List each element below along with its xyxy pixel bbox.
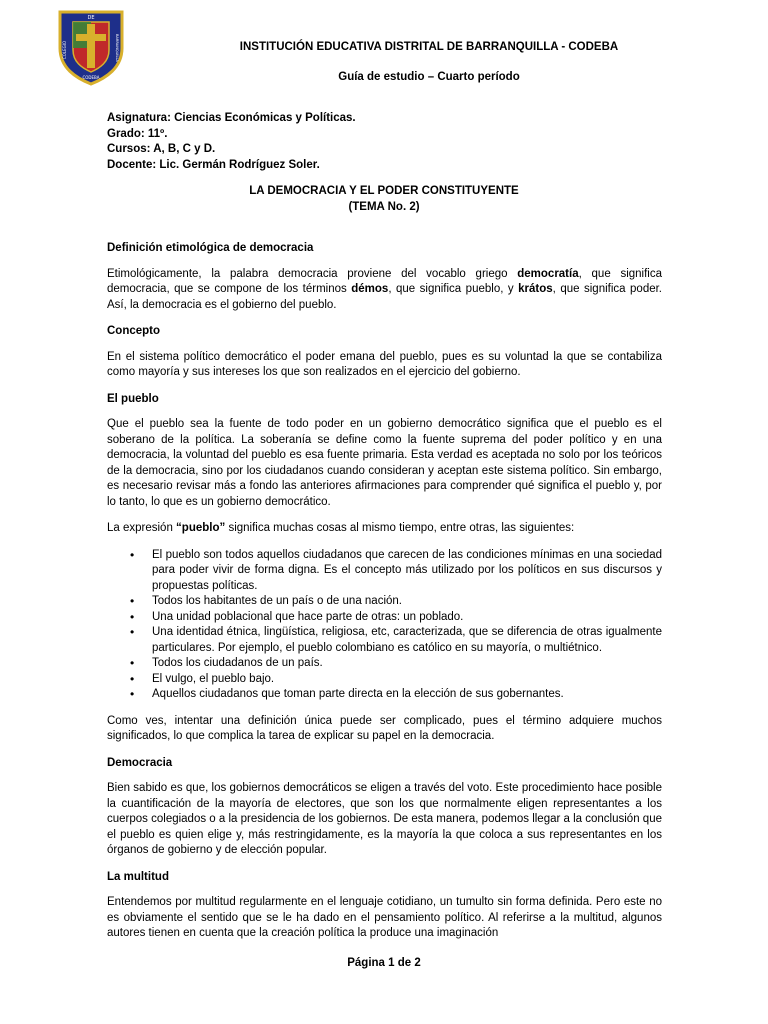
list-item: • Todos los habitantes de un país o de una nación.: [152, 594, 662, 610]
text-run: Etimológicamente, la palabra democracia proviene del vocablo griego: [107, 267, 518, 280]
guide-subtitle: Guía de estudio – Cuarto período: [338, 71, 520, 83]
crest-text-top: DE: [87, 15, 95, 21]
list-item: • Aquellos ciudadanos que toman parte directa en la elección de sus gobernantes.: [152, 687, 662, 703]
paragraph-concepto: En el sistema político democrático el poder emana del pueblo, pues es su voluntad la que se contabiliza como mayoría y sus intereses los que son realizados en el ejercicio del gobierno.: [107, 350, 662, 378]
term-pueblo: “pueblo”: [176, 522, 226, 534]
list-item: • El vulgo, el pueblo bajo.: [152, 672, 662, 688]
text-run: , que significa democracia, que se compone de los términos: [107, 267, 662, 295]
text-run: La expresión: [107, 522, 177, 534]
paragraph-pueblo-3: Como ves, intentar una definición única puede ser complicado, pues el término adquiere muchos significados, lo que complica la tarea de explicar su papel en la democracia.: [107, 714, 662, 742]
text-run: significa muchas cosas al mismo tiempo, entre otras, las siguientes:: [225, 522, 575, 534]
paragraph-multitud: Entendemos por multitud regularmente en el lenguaje cotidiano, un tumulto sin forma definida. Pero este no es obviamente el sentido que se le ha dado en el pensamiento político. Al referirse a la multitud, algunos autores tienen en cuenta que la creación política la produce una imaginación: [107, 896, 662, 939]
topic-number: (TEMA No. 2): [348, 200, 420, 213]
crest-text-bottom: CODEBA: [82, 75, 100, 80]
crest-text-left: COLEGIO: [62, 40, 67, 60]
list-item: • Una unidad poblacional que hace parte de otras: un poblado.: [152, 610, 662, 626]
page-number-footer: Página 1 de 2: [347, 957, 421, 969]
paragraph-pueblo-2: [107, 521, 662, 537]
term-democratia: democratía: [517, 267, 579, 280]
school-crest-logo: [56, 8, 126, 86]
text-run: , que significa poder. Así, la democracia es el gobierno del pueblo.: [107, 283, 662, 311]
courses-line: Cursos: A, B, C y D.: [107, 143, 216, 155]
term-demos: démos: [351, 283, 389, 295]
topic-title: LA DEMOCRACIA Y EL PODER CONSTITUYENTE: [249, 185, 519, 197]
list-item: • El pueblo son todos aquellos ciudadanos que carecen de las condiciones mínimas en una sociedad para poder vivir de forma digna. Es el concepto más utilizado por los políticos en sus discursos y propuestas políticas.: [152, 548, 662, 595]
term-kratos: krátos: [518, 283, 553, 295]
paragraph-etimologia: [107, 267, 662, 314]
paragraph-democracia: Bien sabido es que, los gobiernos democráticos se eligen a través del voto. Este procedimiento hace posible la cuantificación de la mayoría de electores, que son los que normalmente eligen representantes a los cuerpos colegiados o a la presidencia de los gobiernos. De esta manera, podemos llegar a la conclusión que el pueblo es quien elige y, más restringidamente, es la mayoría la que coloca a sus representantes en los órganos de gobierno y de elección popular.: [107, 782, 662, 856]
crest-text-right: BARRANQUILLA: [115, 34, 119, 62]
grade-line: Grado: 11º.: [107, 127, 168, 140]
subject-line: Asignatura: Ciencias Económicas y Políticas.: [107, 112, 356, 124]
pueblo-meanings-list: [107, 548, 662, 703]
section-heading-democracia: Democracia: [107, 756, 173, 769]
teacher-line: Docente: Lic. Germán Rodríguez Soler.: [107, 158, 320, 171]
text-run: , que significa pueblo, y: [388, 283, 519, 295]
list-item: • Todos los ciudadanos de un país.: [152, 656, 662, 672]
institution-title: INSTITUCIÓN EDUCATIVA DISTRITAL DE BARRANQUILLA - CODEBA: [239, 41, 619, 53]
section-heading-concepto: Concepto: [107, 325, 161, 337]
topic-heading: [107, 184, 661, 215]
paragraph-pueblo-1: Que el pueblo sea la fuente de todo poder en un gobierno democrático significa que el pueblo es el soberano de la política. La soberanía se define como la fuente suprema del poder político y en una democracia, la voluntad del pueblo es esa fuente primaria. Esta verdad es aceptada no solo por los teóricos de la democracia, sino por los ciudadanos cuando consideran y aceptan este sistema político. Sin embargo, es necesario revisar más a fondo las anteriores afirmaciones para comprender qué significa el pueblo y, por lo tanto, lo que es un gobierno democrático.: [107, 418, 662, 508]
document-body: [107, 241, 662, 953]
course-info: [107, 111, 356, 173]
section-heading-pueblo: El pueblo: [107, 392, 159, 405]
section-heading-etimologia: Definición etimológica de democracia: [107, 242, 314, 254]
list-item: • Una identidad étnica, lingüística, religiosa, etc, caracterizada, que se diferencia de otras igualmente particulares. Por ejemplo, el pueblo colombiano es católico en su mayoría, o multiétnico.: [152, 625, 662, 656]
section-heading-multitud: La multitud: [107, 870, 169, 883]
